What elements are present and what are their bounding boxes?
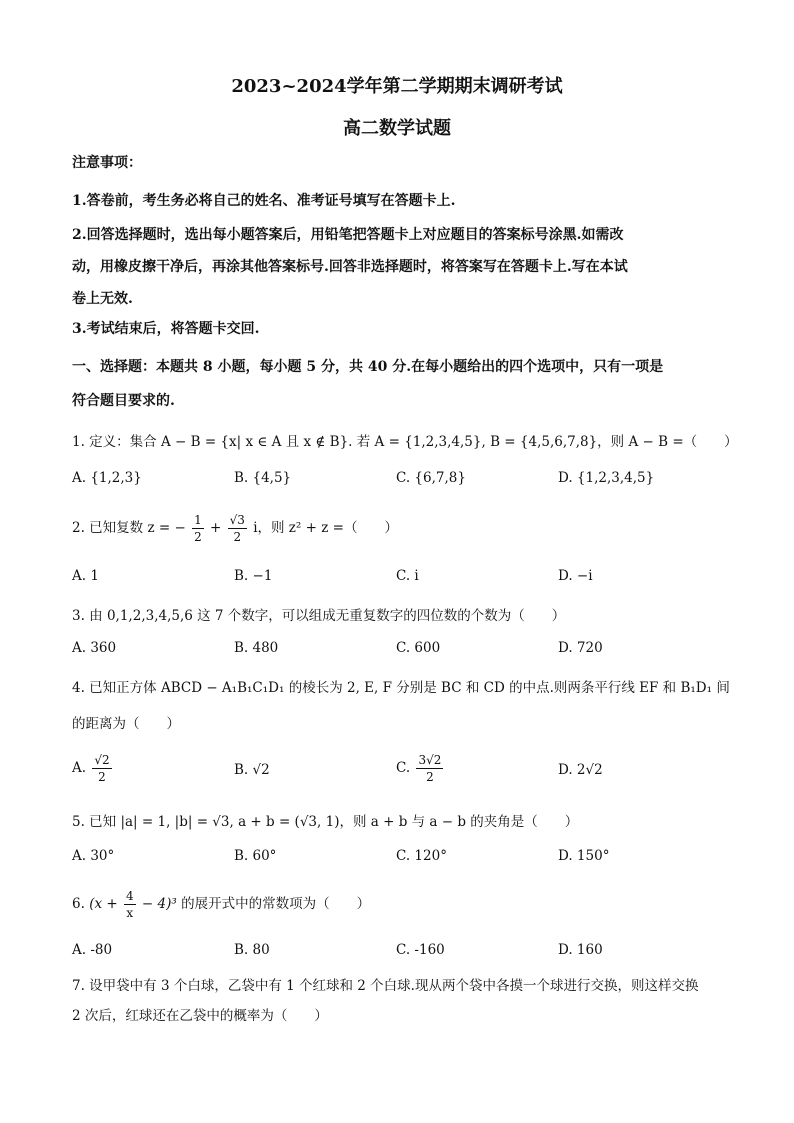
- option-label: A.: [72, 760, 87, 776]
- question-6-option-a: A. -80: [72, 942, 113, 958]
- question-5-option-a: A. 30°: [72, 848, 115, 864]
- fraction-numerator: √3: [229, 513, 245, 527]
- question-6-fraction: [124, 888, 136, 921]
- question-2-option-b: B. −1: [234, 568, 273, 584]
- question-6-expr-pre: (x +: [89, 896, 118, 912]
- question-2-option-a: A. 1: [72, 568, 99, 584]
- fraction-numerator: 4: [125, 889, 134, 903]
- question-6-option-c: C. -160: [396, 942, 445, 958]
- question-2-fraction-2: [228, 512, 247, 545]
- question-1-stem: 1. 定义：集合 A − B = {x| x ∈ A 且 x ∉ B}. 若 A = {1,2,3,4,5}, B = {4,5,6,7,8}，则 A − B =（ ）: [72, 434, 738, 450]
- question-3-option-b: B. 480: [234, 640, 279, 656]
- question-5-stem: 5. 已知 |a| = 1, |b| = √3, a + b = (√3, 1)，则 a + b 与 a − b 的夹角是（ ）: [72, 814, 579, 830]
- fraction-numerator: 1: [194, 513, 202, 527]
- question-4-option-a-fraction: [92, 752, 111, 785]
- note-2-line-3: 卷上无效.: [72, 291, 133, 307]
- question-4-option-d: D. 2√2: [558, 762, 603, 778]
- question-7-stem-line-2: 2 次后，红球还在乙袋中的概率为（ ）: [72, 1008, 328, 1024]
- question-1-option-c: C. {6,7,8}: [396, 470, 466, 486]
- question-5-option-d: D. 150°: [558, 848, 610, 864]
- section-1-heading-line-1: 一、选择题：本题共 8 小题，每小题 5 分，共 40 分.在每小题给出的四个选项中，只有一项是: [72, 359, 664, 375]
- question-1-option-a: A. {1,2,3}: [72, 470, 142, 486]
- question-4-option-b: B. √2: [234, 762, 270, 778]
- question-4-option-c-fraction: [416, 752, 443, 785]
- question-7-stem-line-1: 7. 设甲袋中有 3 个白球，乙袋中有 1 个红球和 2 个白球.现从两个袋中各摸一个球进行交换，则这样交换: [72, 978, 699, 994]
- note-2-line-1: 2.回答选择题时，选出每小题答案后，用铅笔把答题卡上对应题目的答案标号涂黑.如需改: [72, 227, 624, 243]
- note-1: 1.答卷前，考生务必将自己的姓名、准考证号填写在答题卡上.: [72, 193, 456, 209]
- question-6-stem: [72, 888, 722, 921]
- fraction-numerator: √2: [94, 753, 110, 767]
- question-4-option-a: [72, 752, 114, 785]
- fraction-denominator: x: [126, 906, 134, 920]
- question-5-option-b: B. 60°: [234, 848, 277, 864]
- question-3-stem: 3. 由 0,1,2,3,4,5,6 这 7 个数字，可以组成无重复数字的四位数的个数为（ ）: [72, 608, 566, 624]
- option-label: C.: [396, 760, 411, 776]
- question-4-option-c: [396, 752, 445, 785]
- fraction-numerator: 3√2: [418, 753, 442, 767]
- note-2-line-2: 动，用橡皮擦干净后，再涂其他答案标号.回答非选择题时，将答案写在答题卡上.写在本试: [72, 259, 628, 275]
- fraction-denominator: 2: [98, 770, 106, 784]
- question-6-stem-post: 的展开式中的常数项为（ ）: [181, 896, 371, 912]
- question-1-option-b: B. {4,5}: [234, 470, 292, 486]
- question-4-stem-line-1: 4. 已知正方体 ABCD − A₁B₁C₁D₁ 的棱长为 2, E, F 分别是 BC 和 CD 的中点.则两条平行线 EF 和 B₁D₁ 间: [72, 680, 730, 696]
- question-2-stem: [72, 512, 722, 545]
- question-5-option-c: C. 120°: [396, 848, 447, 864]
- fraction-denominator: 2: [426, 770, 434, 784]
- fraction-denominator: 2: [194, 530, 202, 544]
- exam-title: 2023~2024学年第二学期期末调研考试: [231, 76, 563, 97]
- question-3-option-d: D. 720: [558, 640, 603, 656]
- question-6-number: 6.: [72, 896, 85, 912]
- fraction-denominator: 2: [233, 530, 242, 544]
- exam-subtitle: 高二数学试题: [343, 118, 451, 139]
- note-3: 3.考试结束后，将答题卡交回.: [72, 321, 260, 337]
- question-3-option-c: C. 600: [396, 640, 441, 656]
- question-2-fraction-1: [192, 512, 204, 545]
- question-2-option-c: C. i: [396, 568, 419, 584]
- section-1-heading-line-2: 符合题目要求的.: [72, 393, 175, 409]
- question-3-option-a: A. 360: [72, 640, 117, 656]
- question-6-option-d: D. 160: [558, 942, 603, 958]
- notes-heading: 注意事项：: [72, 155, 142, 171]
- question-2-stem-post: i，则 z² + z =（ ）: [253, 520, 398, 536]
- question-2-stem-mid: +: [210, 520, 222, 536]
- question-2-option-d: D. −i: [558, 568, 593, 584]
- question-6-expr-post: − 4)³: [141, 896, 177, 912]
- question-2-stem-pre: 2. 已知复数 z = −: [72, 520, 186, 536]
- question-6-option-b: B. 80: [234, 942, 270, 958]
- question-4-stem-line-2: 的距离为（ ）: [72, 716, 180, 732]
- question-1-option-d: D. {1,2,3,4,5}: [558, 470, 655, 486]
